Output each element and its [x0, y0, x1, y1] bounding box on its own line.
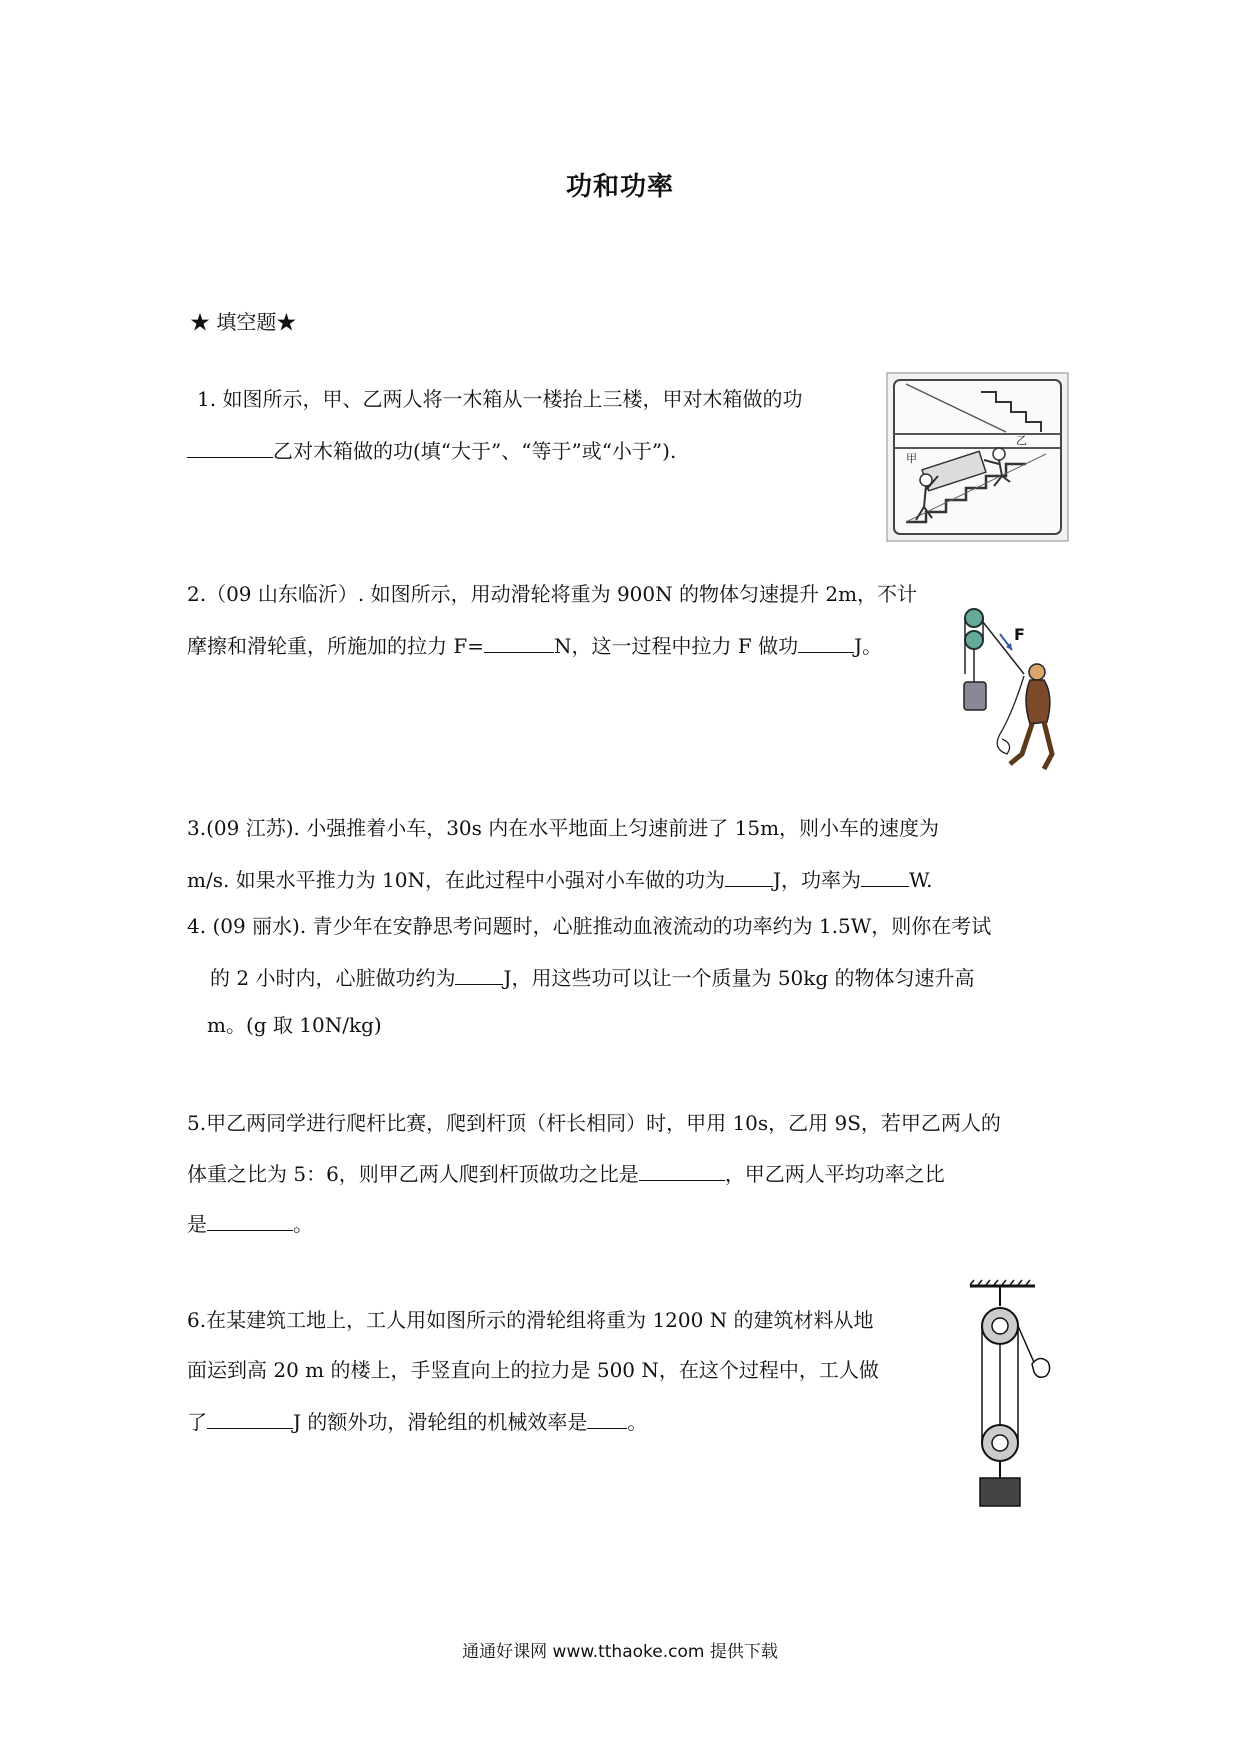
- q2-blank-force[interactable]: [484, 632, 554, 653]
- q6-blank-extra-work[interactable]: [207, 1408, 293, 1429]
- q3-line-2: [187, 866, 932, 892]
- q3-text-c: W.: [909, 868, 933, 892]
- q5-blank-power-ratio[interactable]: [207, 1210, 293, 1231]
- q3-text-b: J，功率为: [773, 868, 862, 892]
- q2-text-c: J。: [854, 634, 883, 658]
- pulley-man-figure: [952, 604, 1072, 779]
- footer-text: 通通好课网 www.tthaoke.com 提供下载: [462, 1642, 778, 1662]
- q4-text-b: J，用这些功可以让一个质量为 50kg 的物体匀速升高: [503, 966, 975, 990]
- q3-blank-power[interactable]: [861, 866, 909, 887]
- q5-text-a: 体重之比为 5：6，则甲乙两人爬到杆顶做功之比是: [187, 1162, 639, 1186]
- q5-line-3: [187, 1210, 313, 1236]
- q6-line-1: 6.在某建筑工地上，工人用如图所示的滑轮组将重为 1200 N 的建筑材料从地: [187, 1308, 874, 1332]
- page-title: 功和功率: [565, 172, 674, 202]
- q5-text-b: ，甲乙两人平均功率之比: [724, 1162, 945, 1186]
- q1-blank[interactable]: [187, 437, 273, 458]
- q6-text-b: J 的额外功，滑轮组的机械效率是: [293, 1410, 588, 1434]
- q2-text-a: 摩擦和滑轮重，所施加的拉力 F=: [187, 634, 484, 658]
- q2-line-1: 2.（09 山东临沂）. 如图所示，用动滑轮将重为 900N 的物体匀速提升 2m，不计: [187, 582, 918, 606]
- section-heading: ★ 填空题★: [190, 310, 297, 334]
- q1-line-2: [187, 437, 676, 463]
- q5-line-2: [187, 1160, 945, 1186]
- q6-text-c: 。: [627, 1410, 648, 1434]
- pulley-block-figure: [960, 1278, 1060, 1518]
- q3-blank-work[interactable]: [725, 866, 773, 887]
- figure-label-jia: 甲: [906, 452, 917, 465]
- q4-blank-work[interactable]: [455, 964, 503, 985]
- figure-label-yi: 乙: [1016, 434, 1027, 447]
- q4-line-1: 4. (09 丽水). 青少年在安静思考问题时，心脏推动血液流动的功率约为 1.5W，则你在考试: [187, 914, 992, 938]
- stairs-figure: [886, 372, 1069, 542]
- q2-blank-work[interactable]: [798, 632, 854, 653]
- q3-text-a: m/s. 如果水平推力为 10N，在此过程中小强对小车做的功为: [187, 868, 725, 892]
- q6-line-2: 面运到高 20 m 的楼上，手竖直向上的拉力是 500 N，在这个过程中，工人做: [187, 1358, 879, 1382]
- q2-line-2: [187, 632, 882, 658]
- force-label: F: [1014, 625, 1025, 644]
- q5-blank-work-ratio[interactable]: [639, 1160, 725, 1181]
- q3-line-1: 3.(09 江苏). 小强推着小车，30s 内在水平地面上匀速前进了 15m，则小车的速度为: [187, 816, 940, 840]
- q4-text-a: 的 2 小时内，心脏做功约为: [210, 966, 456, 990]
- q1-line-2-text: 乙对木箱做的功(填“大于”、“等于”或“小于”).: [273, 439, 677, 463]
- q6-blank-efficiency[interactable]: [587, 1408, 627, 1429]
- q6-line-3: [187, 1408, 647, 1434]
- q4-line-2: [210, 964, 975, 990]
- q1-line-1: 1. 如图所示，甲、乙两人将一木箱从一楼抬上三楼，甲对木箱做的功: [197, 387, 803, 411]
- q2-text-b: N，这一过程中拉力 F 做功: [554, 634, 799, 658]
- q5-text-d: 。: [293, 1212, 313, 1236]
- q5-line-1: 5.甲乙两同学进行爬杆比赛，爬到杆顶（杆长相同）时，甲用 10s，乙用 9S，若甲乙两人的: [187, 1111, 1001, 1135]
- q5-text-c: 是: [187, 1212, 207, 1236]
- q4-line-3: m。(g 取 10N/kg): [207, 1013, 382, 1037]
- q6-text-a: 了: [187, 1410, 207, 1434]
